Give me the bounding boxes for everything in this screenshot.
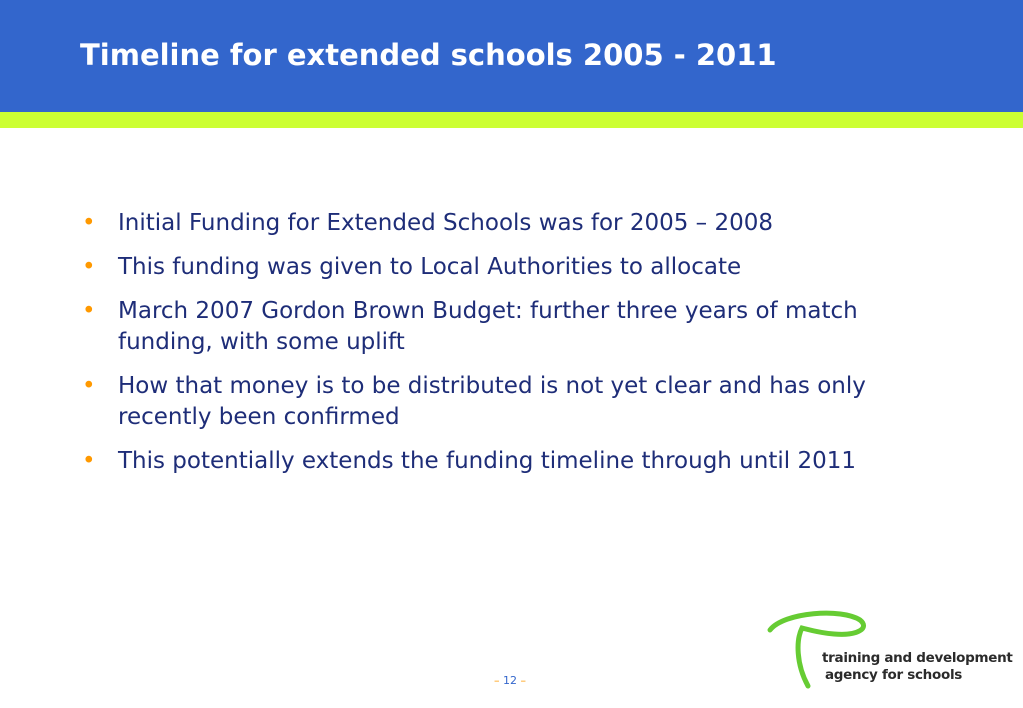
bullet-dot-icon: • xyxy=(82,448,96,474)
bullet-text: Initial Funding for Extended Schools was for 2005 – 2008 xyxy=(118,210,774,236)
bullet-text: March 2007 Gordon Brown Budget: further three years of match funding, with some uplift xyxy=(118,298,858,355)
slide-title: Timeline for extended schools 2005 - 2011 xyxy=(80,38,777,72)
accent-band xyxy=(0,112,1023,128)
bullet-item xyxy=(82,208,932,239)
bullet-dot-icon: • xyxy=(82,210,96,236)
bullet-text: This potentially extends the funding timeline through until 2011 xyxy=(118,448,856,474)
page-number xyxy=(470,674,550,687)
bullet-list xyxy=(82,208,932,490)
page-dash: – xyxy=(494,674,500,687)
page-dash: – xyxy=(520,674,526,687)
bullet-item xyxy=(82,371,932,433)
tda-logo xyxy=(762,608,1013,690)
logo-text-line2: agency for schools xyxy=(825,667,963,683)
bullet-item xyxy=(82,252,932,283)
bullet-item xyxy=(82,296,932,358)
logo-text-line1: training and development xyxy=(822,650,1013,666)
bullet-text: How that money is to be distributed is not yet clear and has only recently been confirmed xyxy=(118,373,866,430)
bullet-text: This funding was given to Local Authorities to allocate xyxy=(118,254,742,280)
bullet-dot-icon: • xyxy=(82,254,96,280)
bullet-item xyxy=(82,446,932,477)
bullet-dot-icon: • xyxy=(82,373,96,399)
bullet-dot-icon: • xyxy=(82,298,96,324)
page-number-value: 12 xyxy=(503,674,517,687)
